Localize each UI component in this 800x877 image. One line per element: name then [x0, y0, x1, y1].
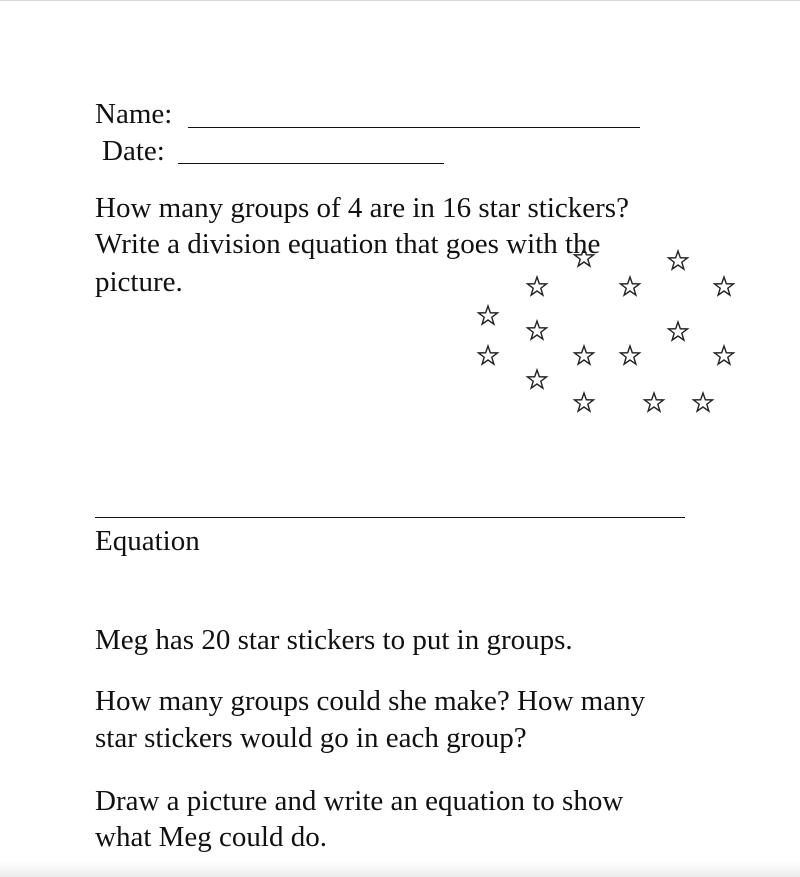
star-outline-icon [478, 346, 497, 364]
problem2-task-line2: what Meg could do. [95, 821, 327, 853]
star-outline-icon [714, 346, 733, 364]
problem1-line2: Write a division equation that goes with the [95, 228, 601, 260]
page-bottom-edge [0, 861, 800, 877]
star-outline-icon [714, 277, 733, 295]
star-outline-icon [620, 346, 639, 364]
equation-label: Equation [95, 525, 200, 557]
star-outline-icon [527, 277, 546, 295]
problem1-line3: picture. [95, 266, 183, 298]
problem2-question-line2: star stickers would go in each group? [95, 722, 527, 754]
problem2-task-line1: Draw a picture and write an equation to show [95, 785, 624, 817]
star-outline-icon [574, 248, 593, 266]
star-outline-icon [668, 322, 687, 340]
star-outline-icon [668, 251, 687, 269]
star-outline-icon [574, 393, 593, 411]
name-label: Name: [95, 98, 173, 130]
star-outline-icon [527, 321, 546, 339]
star-outline-icon [620, 277, 639, 295]
problem2-question-line1: How many groups could she make? How many [95, 685, 646, 717]
star-outline-icon [693, 393, 712, 411]
star-outline-icon [478, 306, 497, 324]
star-outline-icon [574, 346, 593, 364]
problem1-line1: How many groups of 4 are in 16 star stickers? [95, 192, 629, 224]
star-outline-icon [527, 370, 546, 388]
star-outline-icon [644, 393, 663, 411]
equation-answer-line [95, 517, 685, 518]
date-label: Date: [102, 135, 165, 167]
problem2-intro: Meg has 20 star stickers to put in groups. [95, 624, 573, 656]
